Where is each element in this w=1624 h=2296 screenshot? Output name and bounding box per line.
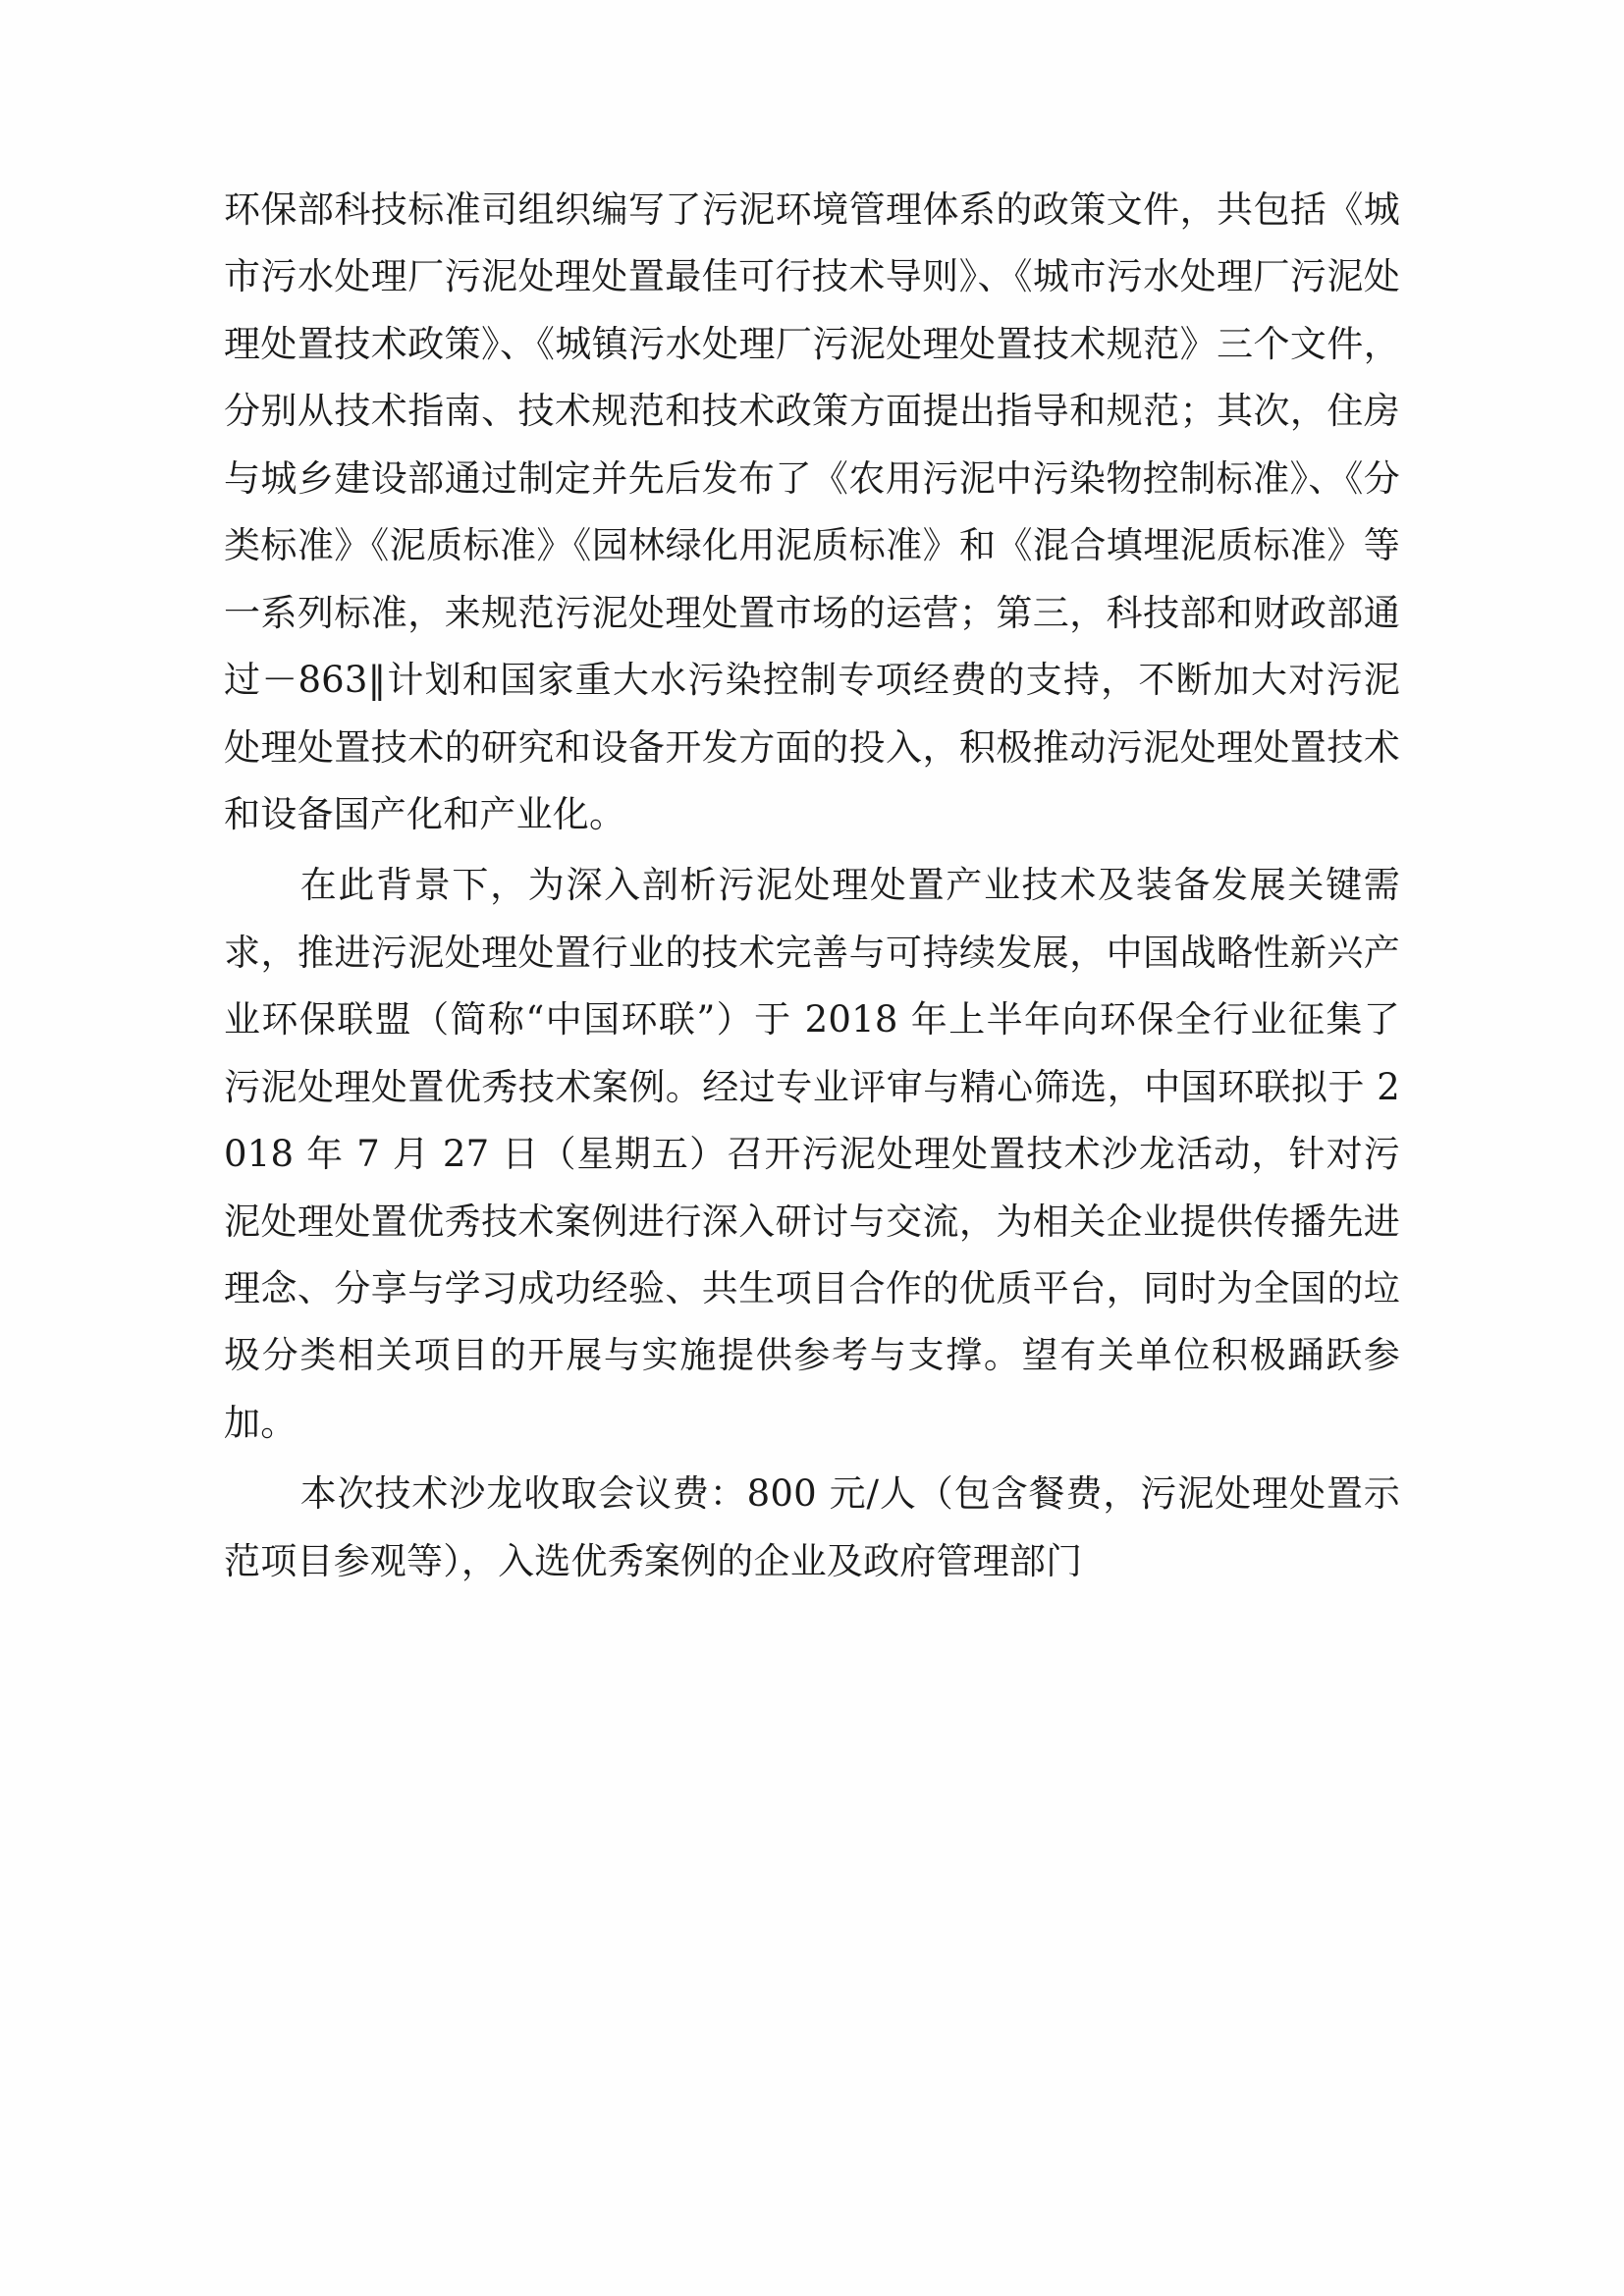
paragraph-fee: 本次技术沙龙收取会议费：800 元/人（包含餐费，污泥处理处置示范项目参观等），入选优秀案例的企业及政府管理部门 [224, 1472, 1400, 1582]
document-body [224, 177, 1400, 1595]
paragraph-background-salon: 在此背景下，为深入剖析污泥处理处置产业技术及装备发展关键需求，推进污泥处理处置行业的技术完善与可持续发展，中国战略性新兴产业环保联盟（简称“中国环联”）于 2018 年上半年向环保全行业征集了污泥处理处置优秀技术案例。经过专业评审与精心筛选，中国环联拟于 2018 年 7 月 27 日（星期五）召开污泥处理处置技术沙龙活动，针对污泥处理处置优秀技术案例进行深入研讨与交流，为相关企业提供传播先进理念、分享与学习成功经验、共生项目合作的优质平台，同时为全国的垃圾分类相关项目的开展与实施提供参考与支撑。望有关单位积极踊跃参加。 [224, 864, 1400, 1444]
paragraph-policy-documents: 环保部科技标准司组织编写了污泥环境管理体系的政策文件，共包括《城市污水处理厂污泥处理处置最佳可行技术导则》、《城市污水处理厂污泥处理处置技术政策》、《城镇污水处理厂污泥处理处置技术规范》三个文件，分别从技术指南、技术规范和技术政策方面提出指导和规范；其次，住房与城乡建设部通过制定并先后发布了《农用污泥中污染物控制标准》、《分类标准》《泥质标准》《园林绿化用泥质标准》和《混合填埋泥质标准》等一系列标准，来规范污泥处理处置市场的运营；第三，科技部和财政部通过－863‖计划和国家重大水污染控制专项经费的支持，不断加大对污泥处理处置技术的研究和设备开发方面的投入，积极推动污泥处理处置技术和设备国产化和产业化。 [224, 188, 1400, 835]
